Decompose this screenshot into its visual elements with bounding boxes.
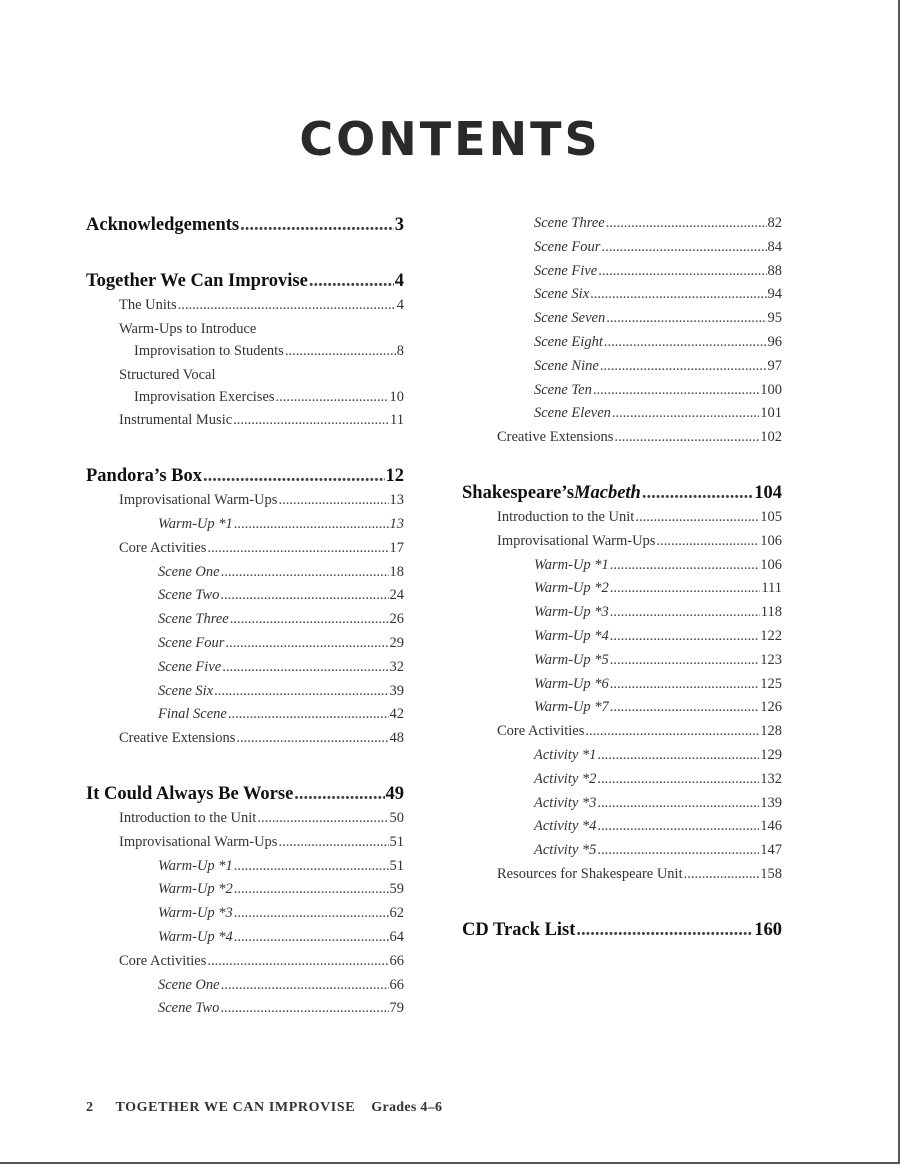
toc-entry-label: It Could Always Be Worse — [86, 783, 294, 804]
toc-entry-label: Scene Two — [158, 1000, 220, 1017]
toc-page-number: 3 — [394, 215, 404, 235]
toc-entry-label: Improvisational Warm-Ups — [119, 492, 278, 509]
dot-leader — [597, 839, 759, 863]
toc-entry-label: Scene Four — [158, 634, 225, 651]
toc-page-number: 139 — [760, 794, 782, 811]
toc-entry-line — [86, 318, 404, 340]
dot-leader — [610, 554, 759, 578]
section-gap — [462, 450, 782, 480]
toc-entry-label: Scene One — [158, 976, 220, 993]
toc-page-number: 66 — [389, 952, 404, 969]
dot-leader — [610, 673, 759, 697]
toc-entry-label-italic: Macbeth — [574, 482, 641, 503]
dot-leader — [612, 402, 759, 426]
dot-leader — [604, 331, 767, 355]
toc-entry-line — [86, 364, 404, 386]
toc-page-number: 84 — [767, 238, 782, 255]
toc-entry-label: Improvisation to Students — [134, 342, 284, 359]
toc-page-number: 29 — [389, 634, 404, 651]
toc-page-number: 32 — [389, 658, 404, 675]
dot-leader — [597, 744, 759, 768]
toc-entry-label: Scene Eight — [534, 333, 603, 350]
toc-entry — [462, 331, 782, 355]
toc-entry-label: Scene Three — [158, 611, 229, 628]
toc-entry-label: Warm-Up *3 — [534, 604, 609, 621]
dot-leader — [214, 680, 388, 704]
toc-entry-label: Final Scene — [158, 706, 227, 723]
toc-entry-label: Warm-Ups to Introduce — [119, 320, 257, 337]
toc-entry-label: Improvisation Exercises — [134, 388, 275, 405]
toc-entry — [86, 537, 404, 561]
toc-page-number: 125 — [760, 675, 782, 692]
toc-entry-label: Scene Eleven — [534, 405, 611, 422]
toc-page-number: 123 — [760, 651, 782, 668]
dot-leader — [257, 807, 388, 831]
toc-entry-label: Acknowledgements — [86, 215, 240, 235]
toc-page-number: 111 — [761, 580, 782, 597]
toc-entry-label: Creative Extensions — [497, 429, 614, 446]
toc-entry — [462, 768, 782, 792]
toc-entry — [462, 696, 782, 720]
toc-entry — [462, 839, 782, 863]
toc-page-number: 39 — [389, 682, 404, 699]
toc-entry — [86, 584, 404, 608]
toc-entry-label: Activity *3 — [534, 794, 597, 811]
toc-page-number: 160 — [754, 919, 782, 940]
section-gap — [462, 887, 782, 917]
dot-leader — [233, 409, 389, 433]
dot-leader — [309, 268, 394, 294]
dot-leader — [220, 584, 388, 608]
toc-page-number: 101 — [760, 405, 782, 422]
footer-book-title: TOGETHER WE CAN IMPROVISE — [115, 1100, 356, 1115]
toc-page-number: 24 — [389, 587, 404, 604]
toc-page-number: 82 — [767, 215, 782, 231]
toc-entry — [86, 997, 404, 1021]
toc-entry — [86, 656, 404, 680]
toc-entry — [86, 680, 404, 704]
dot-leader — [220, 997, 388, 1021]
toc-entry-label: The Units — [119, 297, 177, 313]
toc-entry — [86, 608, 404, 632]
toc-page-number: 94 — [767, 286, 782, 303]
toc-page-number: 12 — [385, 466, 404, 487]
dot-leader — [600, 355, 767, 379]
toc-page-number: 13 — [389, 492, 404, 509]
dot-leader — [278, 489, 388, 513]
toc-entry-label: Activity *1 — [534, 746, 597, 763]
toc-page-number: 10 — [389, 388, 404, 405]
page-footer — [86, 1100, 460, 1116]
toc-entry — [86, 807, 404, 831]
toc-page-number: 8 — [396, 342, 404, 359]
toc-entry — [86, 878, 404, 902]
toc-entry-label: Improvisational Warm-Ups — [119, 833, 278, 850]
dot-leader — [240, 212, 394, 238]
toc-entry — [86, 831, 404, 855]
section-gap — [86, 238, 404, 268]
dot-leader — [684, 863, 760, 887]
toc-entry — [462, 530, 782, 554]
toc-page-number: 106 — [760, 532, 782, 549]
toc-entry-label: Warm-Up *1 — [158, 515, 233, 532]
footer-grades: Grades 4–6 — [371, 1100, 443, 1115]
toc-section-heading — [86, 463, 404, 489]
toc-entry — [462, 212, 782, 236]
toc-entry-label: Scene Six — [158, 682, 214, 699]
toc-entry-label: Warm-Up *4 — [158, 928, 233, 945]
dot-leader — [597, 768, 759, 792]
toc-page-number: 88 — [767, 262, 782, 279]
toc-page-number: 51 — [389, 833, 404, 850]
toc-entry — [86, 489, 404, 513]
toc-entry-label: Core Activities — [119, 952, 207, 969]
toc-entry-label: Structured Vocal — [119, 366, 216, 383]
dot-leader — [590, 283, 766, 307]
dot-leader — [207, 950, 388, 974]
dot-leader — [610, 625, 759, 649]
toc-page-number: 51 — [389, 857, 404, 874]
toc-entry-label: Scene Nine — [534, 357, 599, 374]
toc-page-number: 126 — [760, 699, 782, 716]
toc-entry-label: Together We Can Improvise — [86, 271, 308, 291]
toc-entry-label: CD Track List — [462, 919, 576, 940]
toc-entry — [86, 974, 404, 998]
toc-entry — [86, 632, 404, 656]
toc-entry — [86, 902, 404, 926]
toc-left-column — [86, 212, 404, 1021]
dot-leader — [230, 608, 389, 632]
toc-entry — [462, 379, 782, 403]
dot-leader — [597, 792, 759, 816]
toc-page-number: 105 — [760, 508, 782, 525]
toc-entry-label: Warm-Up *3 — [158, 905, 233, 922]
page-title: CONTENTS — [299, 112, 601, 166]
toc-page-number: 42 — [389, 706, 404, 723]
toc-entry-label: Core Activities — [497, 723, 585, 740]
toc-entry — [462, 744, 782, 768]
dot-leader — [276, 386, 389, 410]
dot-leader — [234, 902, 389, 926]
dot-leader — [234, 926, 389, 950]
toc-entry — [86, 340, 404, 364]
toc-page-number: 62 — [389, 905, 404, 922]
toc-entry — [462, 577, 782, 601]
dot-leader — [597, 815, 759, 839]
footer-page-number: 2 — [86, 1100, 94, 1115]
dot-leader — [610, 601, 760, 625]
toc-entry-label: Scene Two — [158, 587, 220, 604]
toc-entry-label: Creative Extensions — [119, 730, 236, 747]
toc-entry-label: Core Activities — [119, 539, 207, 556]
dot-leader — [585, 720, 759, 744]
toc-page-number: 4 — [394, 271, 404, 291]
toc-entry-label: Introduction to the Unit — [497, 508, 635, 525]
toc-entry — [462, 426, 782, 450]
toc-entry — [86, 950, 404, 974]
toc-section-heading — [86, 268, 404, 294]
toc-entry — [86, 409, 404, 433]
dot-leader — [285, 340, 396, 364]
dot-leader — [610, 649, 759, 673]
toc-entry — [462, 863, 782, 887]
dot-leader — [601, 236, 766, 260]
dot-leader — [178, 294, 396, 318]
toc-page-number: 104 — [754, 482, 782, 503]
dot-leader — [606, 307, 766, 331]
toc-entry-label: Scene Seven — [534, 310, 606, 327]
toc-entry-label: Activity *2 — [534, 770, 597, 787]
section-gap — [86, 433, 404, 463]
toc-entry — [462, 402, 782, 426]
toc-page-number: 18 — [389, 563, 404, 580]
dot-leader — [221, 974, 389, 998]
toc-entry-label: Warm-Up *2 — [534, 580, 609, 597]
toc-entry-label: Scene Four — [534, 238, 601, 255]
dot-leader — [225, 632, 388, 656]
toc-entry — [462, 649, 782, 673]
dot-leader — [610, 577, 761, 601]
toc-entry — [86, 561, 404, 585]
toc-page-number: 50 — [389, 809, 404, 826]
toc-page-number: 100 — [760, 381, 782, 398]
toc-entry-label: Warm-Up *1 — [158, 857, 233, 874]
toc-entry-label: Introduction to the Unit — [119, 809, 257, 826]
dot-leader — [221, 561, 389, 585]
dot-leader — [606, 212, 767, 236]
toc-entry — [86, 926, 404, 950]
toc-entry-label: Activity *5 — [534, 842, 597, 859]
toc-entry — [462, 673, 782, 697]
toc-entry-label: Scene Three — [534, 215, 605, 231]
toc-page-number: 26 — [389, 611, 404, 628]
toc-page-number: 106 — [760, 556, 782, 573]
toc-page-number: 66 — [389, 976, 404, 993]
dot-leader — [228, 703, 389, 727]
toc-entry — [462, 554, 782, 578]
toc-page-number: 122 — [760, 627, 782, 644]
toc-entry-label: Resources for Shakespeare Unit — [497, 865, 683, 882]
toc-entry-label: Instrumental Music — [119, 412, 233, 429]
toc-entry-label: Scene One — [158, 563, 220, 580]
toc-entry-label: Improvisational Warm-Ups — [497, 532, 656, 549]
toc-page-number: 129 — [760, 746, 782, 763]
toc-page-number: 147 — [760, 842, 782, 859]
toc-page-number: 146 — [760, 818, 782, 835]
toc-page-number: 48 — [389, 730, 404, 747]
dot-leader — [203, 463, 385, 489]
toc-page-number: 96 — [767, 333, 782, 350]
toc-entry — [86, 513, 404, 537]
toc-entry-label: Warm-Up *2 — [158, 881, 233, 898]
dot-leader — [207, 537, 388, 561]
toc-page-number: 49 — [385, 783, 404, 804]
toc-entry — [86, 855, 404, 879]
toc-entry — [86, 386, 404, 410]
toc-entry — [462, 283, 782, 307]
toc-page-number: 118 — [760, 604, 782, 621]
toc-entry-label: Warm-Up *7 — [534, 699, 609, 716]
toc-entry — [86, 703, 404, 727]
dot-leader — [610, 696, 759, 720]
dot-leader — [593, 379, 759, 403]
dot-leader — [656, 530, 759, 554]
toc-entry — [462, 236, 782, 260]
section-gap — [86, 751, 404, 781]
dot-leader — [222, 656, 388, 680]
toc-page-number: 97 — [767, 357, 782, 374]
toc-section-heading — [86, 212, 404, 238]
toc-entry-label: Pandora’s Box — [86, 466, 202, 487]
toc-section-heading — [86, 781, 404, 807]
toc-page-number: 95 — [767, 310, 782, 327]
toc-section-heading — [462, 917, 782, 943]
toc-entry — [462, 625, 782, 649]
toc-entry-label: Scene Five — [534, 262, 598, 279]
toc-page-number: 11 — [390, 412, 404, 429]
dot-leader — [234, 855, 389, 879]
toc-entry-label: Warm-Up *6 — [534, 675, 609, 692]
dot-leader — [642, 480, 753, 506]
dot-leader — [236, 727, 388, 751]
toc-entry — [86, 727, 404, 751]
toc-entry — [462, 355, 782, 379]
toc-page-number: 128 — [760, 723, 782, 740]
toc-page-number: 102 — [760, 429, 782, 446]
toc-entry-label: Warm-Up *1 — [534, 556, 609, 573]
toc-entry-label: Warm-Up *4 — [534, 627, 609, 644]
toc-right-column — [462, 212, 782, 943]
toc-entry-label: Scene Five — [158, 658, 222, 675]
toc-page-number: 64 — [389, 928, 404, 945]
toc-entry — [462, 601, 782, 625]
dot-leader — [278, 831, 388, 855]
dot-leader — [635, 506, 759, 530]
toc-entry — [462, 307, 782, 331]
dot-leader — [598, 260, 766, 284]
toc-page-number: 4 — [396, 297, 404, 313]
dot-leader — [576, 917, 753, 943]
dot-leader — [294, 781, 384, 807]
toc-entry-label: Scene Ten — [534, 381, 592, 398]
toc-page-number: 132 — [760, 770, 782, 787]
toc-entry — [462, 720, 782, 744]
toc-page-number: 59 — [389, 881, 404, 898]
toc-entry — [462, 260, 782, 284]
dot-leader — [234, 513, 389, 537]
toc-page-number: 79 — [389, 1000, 404, 1017]
toc-page-number: 158 — [760, 865, 782, 882]
toc-entry — [462, 815, 782, 839]
toc-entry-label: Scene Six — [534, 286, 590, 303]
toc-entry-label: Shakespeare’s — [462, 482, 575, 503]
toc-entry-label: Warm-Up *5 — [534, 651, 609, 668]
toc-entry — [462, 792, 782, 816]
toc-entry — [86, 294, 404, 318]
toc-entry — [462, 506, 782, 530]
toc-section-heading — [462, 480, 782, 506]
toc-page-number: 17 — [389, 539, 404, 556]
toc-entry-label: Activity *4 — [534, 818, 597, 835]
dot-leader — [614, 426, 759, 450]
toc-page-number: 13 — [389, 515, 404, 532]
dot-leader — [234, 878, 389, 902]
